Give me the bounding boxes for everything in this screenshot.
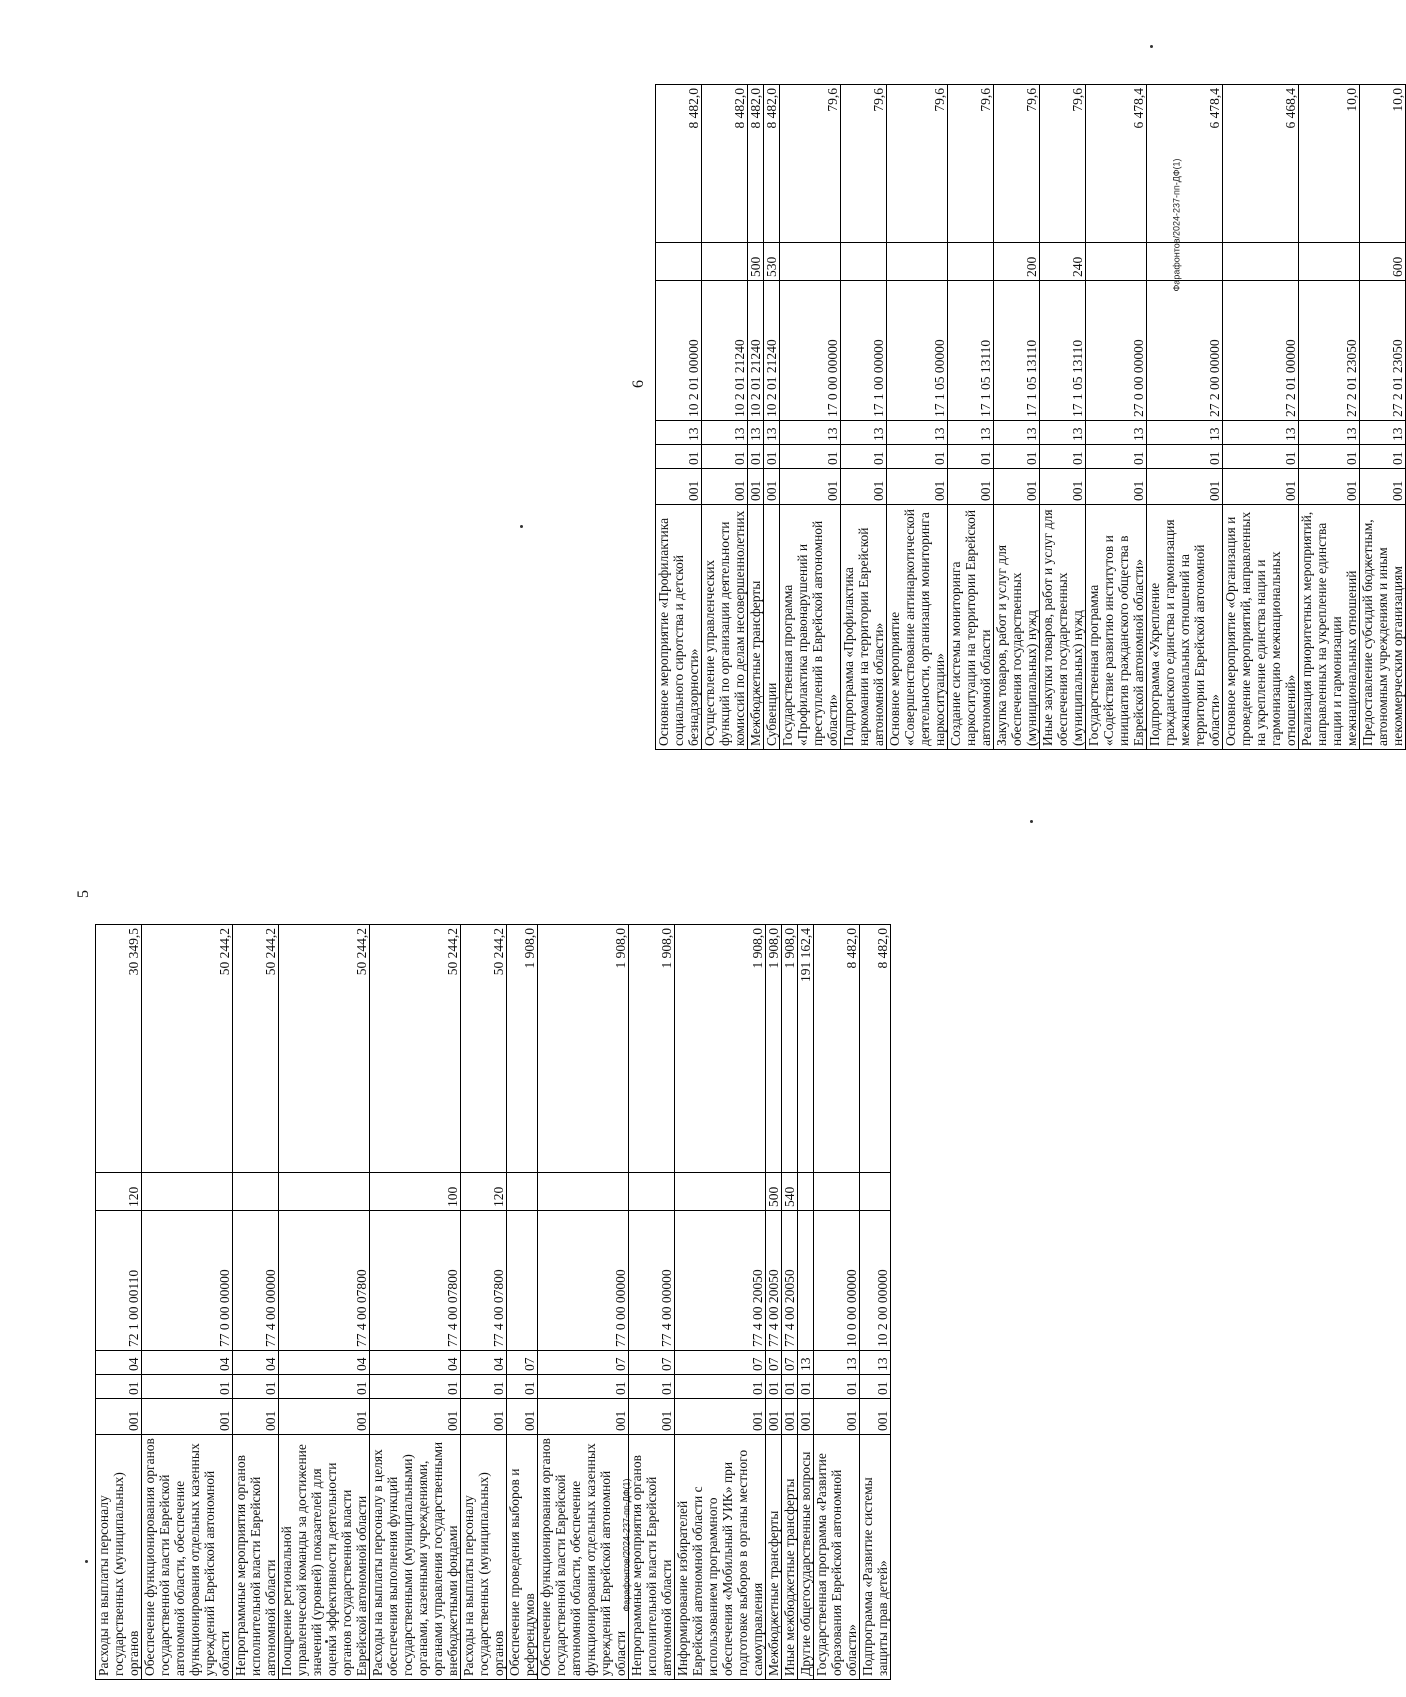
amount-cell: 30 349,5 [96,925,142,1173]
amount-cell: 50 244,2 [461,925,507,1173]
expense-type-cell [1223,243,1299,281]
row-name-cell: Основное мероприятие «Профилактика социального сиротства и детской безнадзорности» [656,505,702,750]
table-row [1299,85,1360,750]
subsection-code-cell: 04 [279,1351,370,1375]
ministry-code-cell: 001 [656,469,702,505]
expense-type-cell [1147,243,1223,281]
section-code-cell: 01 [702,445,748,469]
amount-cell: 79,6 [841,85,887,243]
amount-cell: 79,6 [887,85,948,243]
expense-type-cell [1086,243,1147,281]
expense-type-cell: 530 [764,243,780,281]
ministry-code-cell: 001 [1360,469,1406,505]
expense-type-cell: 200 [994,243,1040,281]
row-name-cell: Межбюджетные трансферты [748,505,764,750]
row-name-cell: Подпрограмма «Развитие системы защиты прав детей» [860,1435,891,1680]
left-page-table-container [95,925,891,1680]
scan-speck [1030,820,1033,823]
ministry-code-cell: 001 [1223,469,1299,505]
table-row [748,85,764,750]
target-article-cell: 10 2 01 21240 [748,281,764,421]
row-name-cell: Реализация приоритетных мероприятий, направленных на укрепление единства нации и гармонизации межнациональных отношений [1299,505,1360,750]
table-row [841,85,887,750]
amount-cell: 79,6 [994,85,1040,243]
ministry-code-cell: 001 [1299,469,1360,505]
row-name-cell: Государственная программа «Содействие развитию институтов и инициатив гражданского общества в Еврейской автономной области» [1086,505,1147,750]
amount-cell: 50 244,2 [142,925,233,1173]
ministry-code-cell: 001 [748,469,764,505]
table-row [766,925,782,1680]
page-number-right: 6 [630,380,647,388]
ministry-code-cell: 001 [841,469,887,505]
subsection-code-cell: 13 [994,421,1040,445]
subsection-code-cell: 07 [675,1351,766,1375]
footer-left: Фарафонтов/2024-237-пп-ДФ(1) [621,1478,632,1612]
ministry-code-cell: 001 [764,469,780,505]
expense-type-cell [948,243,994,281]
table-row [461,925,507,1680]
section-code-cell: 01 [96,1375,142,1399]
amount-cell: 8 482,0 [748,85,764,243]
row-name-cell: Подпрограмма «Укрепление гражданского единства и гармонизация межнациональных отношений на территории Еврейской автономной области» [1147,505,1223,750]
ministry-code-cell: 001 [507,1399,538,1435]
subsection-code-cell: 07 [629,1351,675,1375]
target-article-cell: 27 0 00 00000 [1086,281,1147,421]
target-article-cell: 77 4 00 07800 [370,1211,461,1351]
subsection-code-cell: 13 [948,421,994,445]
subsection-code-cell: 04 [96,1351,142,1375]
section-code-cell: 01 [370,1375,461,1399]
target-article-cell: 10 2 00 00000 [860,1211,891,1351]
subsection-code-cell: 07 [766,1351,782,1375]
amount-cell: 8 482,0 [702,85,748,243]
subsection-code-cell: 13 [798,1351,814,1375]
table-row [702,85,748,750]
ministry-code-cell: 001 [142,1399,233,1435]
target-article-cell: 17 1 05 00000 [887,281,948,421]
row-name-cell: Государственная программа «Развитие образования Еврейской автономной области» [814,1435,860,1680]
table-row [860,925,891,1680]
ministry-code-cell: 001 [233,1399,279,1435]
table-row [370,925,461,1680]
section-code-cell: 01 [233,1375,279,1399]
target-article-cell: 77 4 00 00000 [233,1211,279,1351]
expense-type-cell: 120 [96,1173,142,1211]
amount-cell: 191 162,4 [798,925,814,1173]
amount-cell: 50 244,2 [279,925,370,1173]
expense-type-cell: 600 [1360,243,1406,281]
table-row [782,925,798,1680]
section-code-cell: 01 [841,445,887,469]
target-article-cell: 17 1 05 13110 [1040,281,1086,421]
amount-cell: 8 482,0 [860,925,891,1173]
target-article-cell: 77 4 00 07800 [279,1211,370,1351]
section-code-cell: 01 [1360,445,1406,469]
subsection-code-cell: 13 [1299,421,1360,445]
expense-type-cell [538,1173,629,1211]
section-code-cell: 01 [948,445,994,469]
target-article-cell: 17 1 05 13110 [994,281,1040,421]
section-code-cell: 01 [748,445,764,469]
ministry-code-cell: 001 [994,469,1040,505]
row-name-cell: Обеспечение функционирования органов государственной власти Еврейской автономной области, обеспечение функционирования отдельных казенных учреждений Еврейской автономной области [142,1435,233,1680]
section-code-cell: 01 [629,1375,675,1399]
subsection-code-cell: 13 [814,1351,860,1375]
table-row [507,925,538,1680]
subsection-code-cell: 13 [702,421,748,445]
section-code-cell: 01 [764,445,780,469]
row-name-cell: Обеспечение проведения выборов и референдумов [507,1435,538,1680]
amount-cell: 10,0 [1299,85,1360,243]
target-article-cell: 77 4 00 20050 [675,1211,766,1351]
table-row [948,85,994,750]
section-code-cell: 01 [860,1375,891,1399]
table-row [142,925,233,1680]
table-row [1223,85,1299,750]
row-name-cell: Расходы на выплаты персоналу государственных (муниципальных) органов [461,1435,507,1680]
scan-speck [520,525,523,528]
section-code-cell: 01 [507,1375,538,1399]
section-code-cell: 01 [1223,445,1299,469]
left-budget-table [95,924,891,1680]
target-article-cell: 10 2 01 00000 [656,281,702,421]
subsection-code-cell: 04 [370,1351,461,1375]
table-row [887,85,948,750]
ministry-code-cell: 001 [675,1399,766,1435]
target-article-cell: 77 4 00 20050 [766,1211,782,1351]
table-row [764,85,780,750]
row-name-cell: Создание системы мониторинга наркоситуации на территории Еврейской автономной области [948,505,994,750]
table-row [629,925,675,1680]
target-article-cell: 27 2 01 23050 [1360,281,1406,421]
subsection-code-cell: 04 [233,1351,279,1375]
ministry-code-cell: 001 [948,469,994,505]
scan-speck [1150,45,1153,48]
amount-cell: 6 478,4 [1086,85,1147,243]
expense-type-cell [860,1173,891,1211]
expense-type-cell: 240 [1040,243,1086,281]
expense-type-cell [629,1173,675,1211]
amount-cell: 50 244,2 [233,925,279,1173]
ministry-code-cell: 001 [1040,469,1086,505]
amount-cell: 79,6 [780,85,841,243]
subsection-code-cell: 13 [1360,421,1406,445]
right-page-table-container [655,85,1406,750]
table-row [675,925,766,1680]
amount-cell: 1 908,0 [507,925,538,1173]
target-article-cell: 17 0 00 00000 [780,281,841,421]
row-name-cell: Расходы на выплаты персоналу в целях обеспечения выполнения функций государственными (муниципальными) органами, казенными учреждениями, органами управления государственными внебюджетными фондами [370,1435,461,1680]
target-article-cell: 27 2 01 00000 [1223,281,1299,421]
expense-type-cell [1299,243,1360,281]
amount-cell: 10,0 [1360,85,1406,243]
section-code-cell: 01 [766,1375,782,1399]
amount-cell: 1 908,0 [538,925,629,1173]
row-name-cell: Расходы на выплаты персоналу государственных (муниципальных) органов [96,1435,142,1680]
row-name-cell: Подпрограмма «Профилактика наркомании на территории Еврейской автономной области» [841,505,887,750]
ministry-code-cell: 001 [370,1399,461,1435]
section-code-cell: 01 [782,1375,798,1399]
table-row [1040,85,1086,750]
amount-cell: 1 908,0 [675,925,766,1173]
ministry-code-cell: 001 [780,469,841,505]
section-code-cell: 01 [994,445,1040,469]
amount-cell: 79,6 [948,85,994,243]
table-row [279,925,370,1680]
row-name-cell: Другие общегосударственные вопросы [798,1435,814,1680]
table-row [538,925,629,1680]
scan-speck [85,1560,88,1563]
expense-type-cell [656,243,702,281]
section-code-cell: 01 [1040,445,1086,469]
ministry-code-cell: 001 [538,1399,629,1435]
ministry-code-cell: 001 [279,1399,370,1435]
section-code-cell: 01 [675,1375,766,1399]
section-code-cell: 01 [1086,445,1147,469]
expense-type-cell: 500 [766,1173,782,1211]
table-row [1360,85,1406,750]
amount-cell: 1 908,0 [782,925,798,1173]
subsection-code-cell: 13 [1040,421,1086,445]
section-code-cell: 01 [461,1375,507,1399]
subsection-code-cell: 13 [860,1351,891,1375]
table-row [656,85,702,750]
row-name-cell: Межбюджетные трансферты [766,1435,782,1680]
section-code-cell: 01 [1147,445,1223,469]
amount-cell: 50 244,2 [370,925,461,1173]
section-code-cell: 01 [656,445,702,469]
ministry-code-cell: 001 [798,1399,814,1435]
expense-type-cell [887,243,948,281]
amount-cell: 6 468,4 [1223,85,1299,243]
ministry-code-cell: 001 [766,1399,782,1435]
expense-type-cell [675,1173,766,1211]
target-article-cell: 77 4 00 00000 [629,1211,675,1351]
amount-cell: 1 908,0 [766,925,782,1173]
expense-type-cell [233,1173,279,1211]
ministry-code-cell: 001 [782,1399,798,1435]
amount-cell: 8 482,0 [656,85,702,243]
ministry-code-cell: 001 [1086,469,1147,505]
subsection-code-cell: 07 [507,1351,538,1375]
section-code-cell: 01 [814,1375,860,1399]
expense-type-cell [841,243,887,281]
section-code-cell: 01 [142,1375,233,1399]
subsection-code-cell: 13 [887,421,948,445]
table-row [780,85,841,750]
target-article-cell: 77 4 00 07800 [461,1211,507,1351]
expense-type-cell [814,1173,860,1211]
row-name-cell: Непрограммные мероприятия органов исполнительной власти Еврейской автономной области [629,1435,675,1680]
subsection-code-cell: 13 [764,421,780,445]
amount-cell: 79,6 [1040,85,1086,243]
target-article-cell: 10 0 00 00000 [814,1211,860,1351]
ministry-code-cell: 001 [860,1399,891,1435]
target-article-cell: 10 2 01 21240 [764,281,780,421]
expense-type-cell [798,1173,814,1211]
amount-cell: 6 478,4 [1147,85,1223,243]
subsection-code-cell: 04 [461,1351,507,1375]
subsection-code-cell: 13 [1147,421,1223,445]
expense-type-cell [279,1173,370,1211]
target-article-cell: 27 2 01 23050 [1299,281,1360,421]
target-article-cell: 77 0 00 00000 [538,1211,629,1351]
row-name-cell: Обеспечение функционирования органов государственной власти Еврейской автономной области, обеспечение функционирования отдельных казенных учреждений Еврейской автономной области [538,1435,629,1680]
table-row [1147,85,1223,750]
target-article-cell: 72 1 00 00110 [96,1211,142,1351]
table-row [96,925,142,1680]
section-code-cell: 01 [1299,445,1360,469]
row-name-cell: Государственная программа «Профилактика правонарушений и преступлений в Еврейской автономной области» [780,505,841,750]
row-name-cell: Иные межбюджетные трансферты [782,1435,798,1680]
ministry-code-cell: 001 [814,1399,860,1435]
target-article-cell: 77 4 00 20050 [782,1211,798,1351]
ministry-code-cell: 001 [1147,469,1223,505]
row-name-cell: Поощрение региональной управленческой команды за достижение значений (уровней) показателей для оценки эффективности деятельности органов государственной власти Еврейской автономной области [279,1435,370,1680]
ministry-code-cell: 001 [702,469,748,505]
target-article-cell: 10 2 01 21240 [702,281,748,421]
right-budget-table [655,84,1406,750]
target-article-cell: 17 1 05 13110 [948,281,994,421]
section-code-cell: 01 [279,1375,370,1399]
target-article-cell [798,1211,814,1351]
footer-right: Фарафонтов/2024-237-пп-ДФ(1) [1171,158,1182,292]
target-article-cell [507,1211,538,1351]
target-article-cell: 27 2 00 00000 [1147,281,1223,421]
page-number-left: 5 [75,890,92,898]
row-name-cell: Осуществление управленческих функций по организации деятельности комиссий по делам несовершеннолетних [702,505,748,750]
subsection-code-cell: 04 [142,1351,233,1375]
subsection-code-cell: 13 [841,421,887,445]
expense-type-cell [507,1173,538,1211]
table-row [1086,85,1147,750]
row-name-cell: Основное мероприятие «Организация и проведение мероприятий, направленных на укрепление единства нации и гармонизацию межнациональных отношений» [1223,505,1299,750]
ministry-code-cell: 001 [96,1399,142,1435]
subsection-code-cell: 13 [1086,421,1147,445]
ministry-code-cell: 001 [887,469,948,505]
expense-type-cell: 500 [748,243,764,281]
section-code-cell: 01 [887,445,948,469]
expense-type-cell: 100 [370,1173,461,1211]
row-name-cell: Закупка товаров, работ и услуг для обеспечения государственных (муниципальных) нужд [994,505,1040,750]
amount-cell: 1 908,0 [629,925,675,1173]
table-row [994,85,1040,750]
target-article-cell: 77 0 00 00000 [142,1211,233,1351]
row-name-cell: Иные закупки товаров, работ и услуг для обеспечения государственных (муниципальных) нужд [1040,505,1086,750]
section-code-cell: 01 [798,1375,814,1399]
row-name-cell: Основное мероприятие «Совершенствование антинаркотической деятельности, организация мониторинга наркоситуации» [887,505,948,750]
row-name-cell: Непрограммные мероприятия органов исполнительной власти Еврейской автономной области [233,1435,279,1680]
expense-type-cell: 540 [782,1173,798,1211]
subsection-code-cell: 13 [780,421,841,445]
table-row [814,925,860,1680]
amount-cell: 8 482,0 [814,925,860,1173]
subsection-code-cell: 07 [782,1351,798,1375]
subsection-code-cell: 13 [656,421,702,445]
row-name-cell: Информирование избирателей Еврейской автономной области с использованием программного обеспечения «Мобильный УИК» при подготовке выборов в органы местного самоуправления [675,1435,766,1680]
row-name-cell: Предоставление субсидий бюджетным, автономным учреждениям и иным некоммерческим организациям [1360,505,1406,750]
ministry-code-cell: 001 [629,1399,675,1435]
section-code-cell: 01 [780,445,841,469]
amount-cell: 8 482,0 [764,85,780,243]
target-article-cell: 17 1 00 00000 [841,281,887,421]
table-row [798,925,814,1680]
ministry-code-cell: 001 [461,1399,507,1435]
table-row [233,925,279,1680]
subsection-code-cell: 13 [1223,421,1299,445]
subsection-code-cell: 13 [748,421,764,445]
subsection-code-cell: 07 [538,1351,629,1375]
expense-type-cell [702,243,748,281]
expense-type-cell [780,243,841,281]
row-name-cell: Субвенции [764,505,780,750]
expense-type-cell [142,1173,233,1211]
expense-type-cell: 120 [461,1173,507,1211]
section-code-cell: 01 [538,1375,629,1399]
